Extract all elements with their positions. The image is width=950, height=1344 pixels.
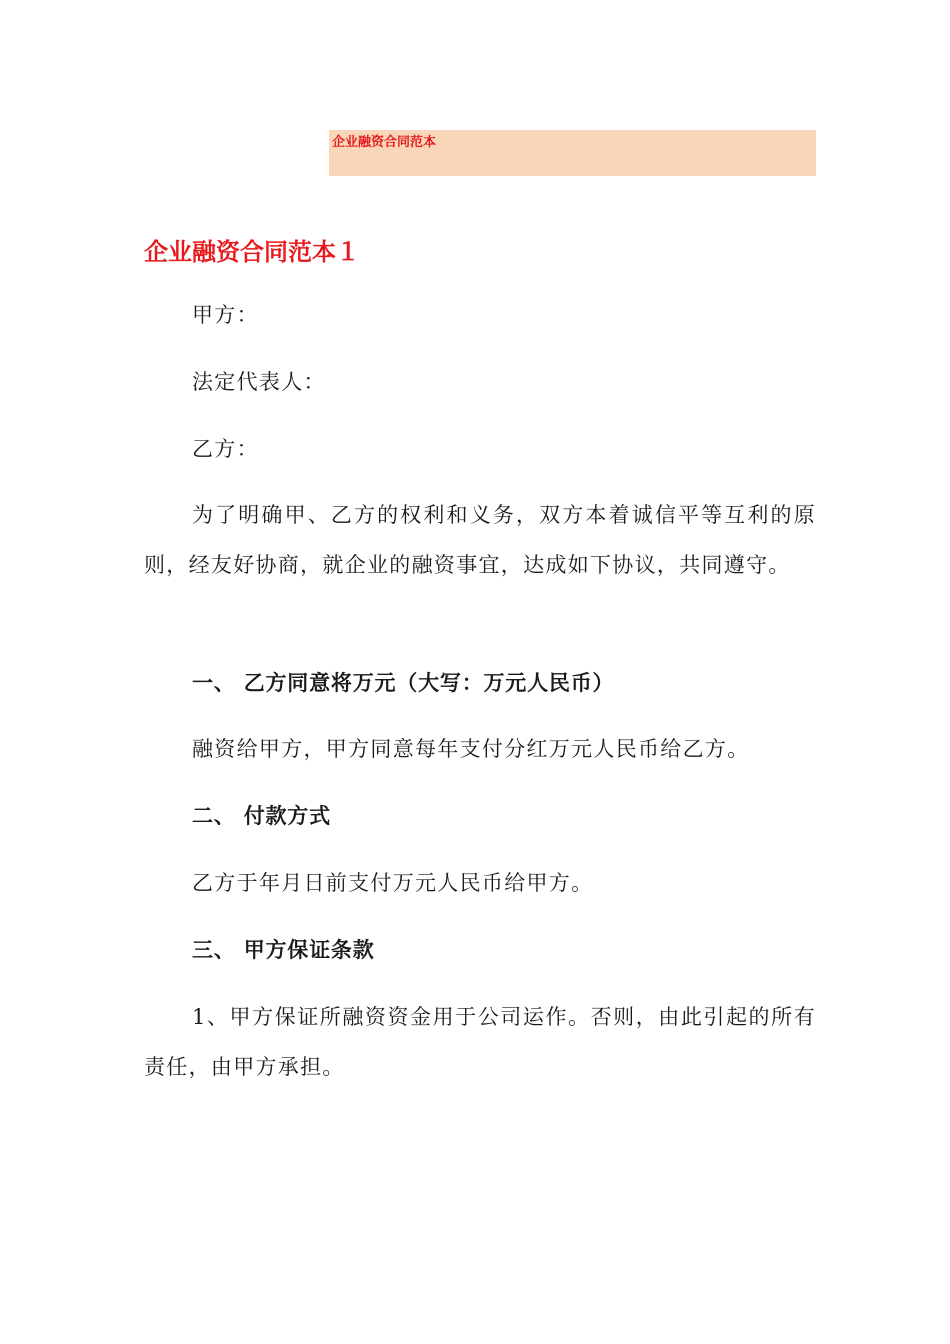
document-title: 企业融资合同范本１ bbox=[144, 238, 360, 266]
header-banner bbox=[329, 130, 816, 176]
section-1-body: 融资给甲方，甲方同意每年支付分红万元人民币给乙方。 bbox=[192, 737, 750, 761]
party-a-line: 甲方： bbox=[192, 303, 259, 327]
section-2-heading: 二、 付款方式 bbox=[192, 804, 331, 828]
section-1-heading: 一、 乙方同意将万元（大写：万元人民币） bbox=[192, 671, 615, 695]
section-2-body: 乙方于年月日前支付万元人民币给甲方。 bbox=[192, 871, 594, 895]
legal-representative-line: 法定代表人： bbox=[192, 370, 326, 394]
party-b-line: 乙方： bbox=[192, 437, 259, 461]
section-3-heading: 三、 甲方保证条款 bbox=[192, 938, 375, 962]
preamble-paragraph: 为了明确甲、乙方的权利和义务，双方本着诚信平等互利的原则，经友好协商，就企业的融资事宜，达成如下协议，共同遵守。 bbox=[144, 503, 816, 577]
header-title: 企业融资合同范本 bbox=[332, 135, 437, 150]
section-3-item-1: 1、甲方保证所融资资金用于公司运作。否则，由此引起的所有责任，由甲方承担。 bbox=[144, 1005, 816, 1079]
